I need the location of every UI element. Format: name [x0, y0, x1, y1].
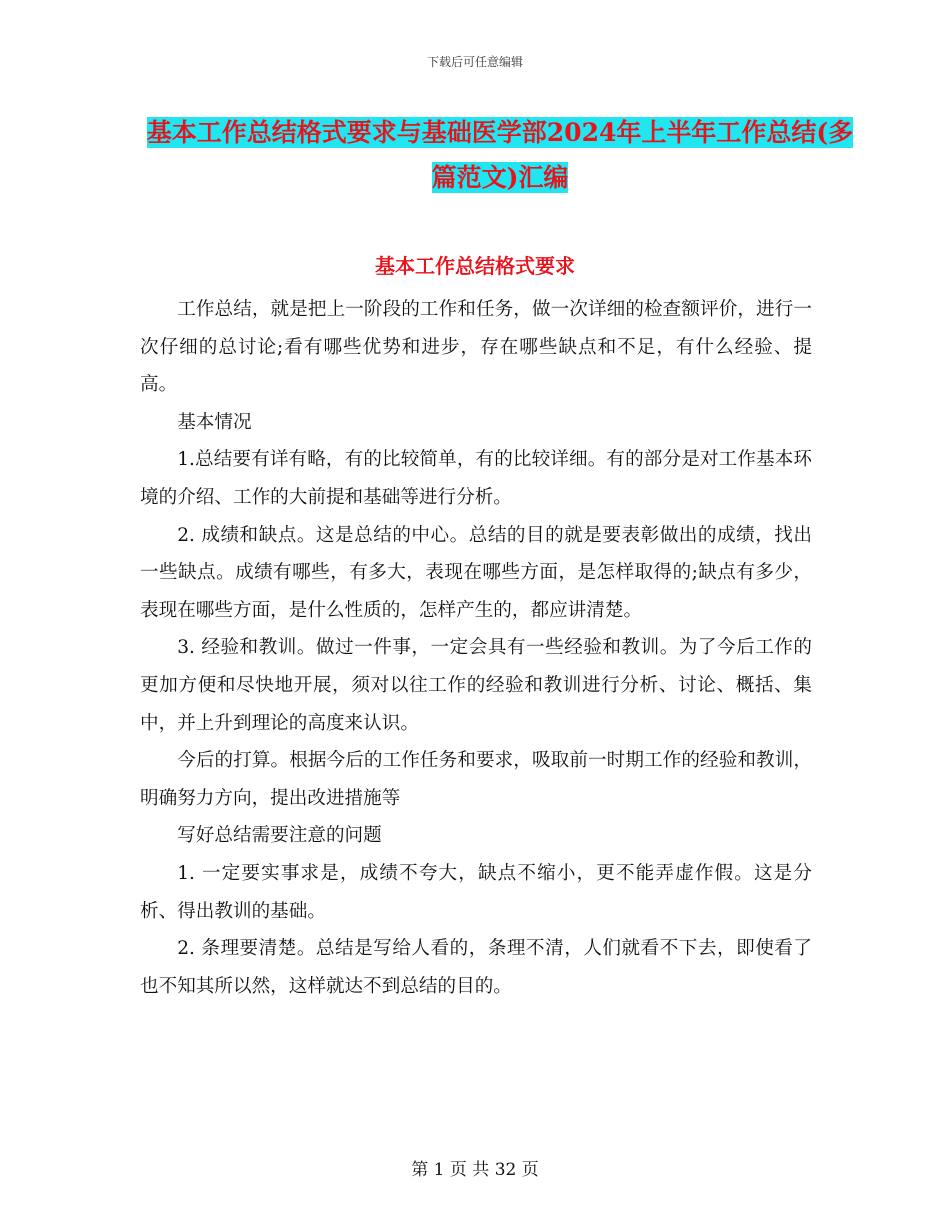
- header-note: 下载后可任意编辑: [426, 55, 523, 69]
- paragraph-future-plans: 今后的打算。根据今后的工作任务和要求，吸取前一时期工作的经验和教训，明确努力方向，提出改进措施等: [140, 750, 812, 809]
- paragraph-heading-basic-situation: 基本情况: [177, 411, 252, 433]
- paragraph-item-1: 1.总结要有详有略，有的比较简单，有的比较详细。有的部分是对工作基本环境的介绍、工作的大前提和基础等进行分析。: [140, 449, 812, 508]
- paragraph-item-3: 3. 经验和教训。做过一件事，一定会具有一些经验和教训。为了今后工作的更加方便和尽快地开展，须对以往工作的经验和教训进行分析、讨论、概括、集中，并上升到理论的高度来认识。: [140, 637, 812, 734]
- paragraph-heading-notes: 写好总结需要注意的问题: [177, 825, 382, 847]
- paragraph-note-2: 2. 条理要清楚。总结是写给人看的，条理不清，人们就看不下去，即使看了也不知其所以然，这样就达不到总结的目的。: [140, 938, 812, 997]
- document-body: [140, 291, 812, 1005]
- paragraph-item-2: 2. 成绩和缺点。这是总结的中心。总结的目的就是要表彰做出的成绩，找出一些缺点。成绩有哪些，有多大，表现在哪些方面，是怎样取得的;缺点有多少，表现在哪些方面，是什么性质的，怎样产生的，都应讲清楚。: [140, 524, 812, 621]
- paragraph-note-1: 1. 一定要实事求是，成绩不夸大，缺点不缩小，更不能弄虚作假。这是分析、得出教训的基础。: [140, 862, 812, 922]
- document-title: [140, 110, 860, 200]
- page-footer: 第 1 页 共 32 页: [411, 1160, 539, 1180]
- document-title-text: 基本工作总结格式要求与基础医学部2024年上半年工作总结(多篇范文)汇编: [146, 118, 854, 192]
- paragraph-intro: 工作总结，就是把上一阶段的工作和任务，做一次详细的检查额评价，进行一次仔细的总讨论;看有哪些优势和进步，存在哪些缺点和不足，有什么经验、提高。: [140, 299, 812, 396]
- section-title: 基本工作总结格式要求: [375, 254, 575, 278]
